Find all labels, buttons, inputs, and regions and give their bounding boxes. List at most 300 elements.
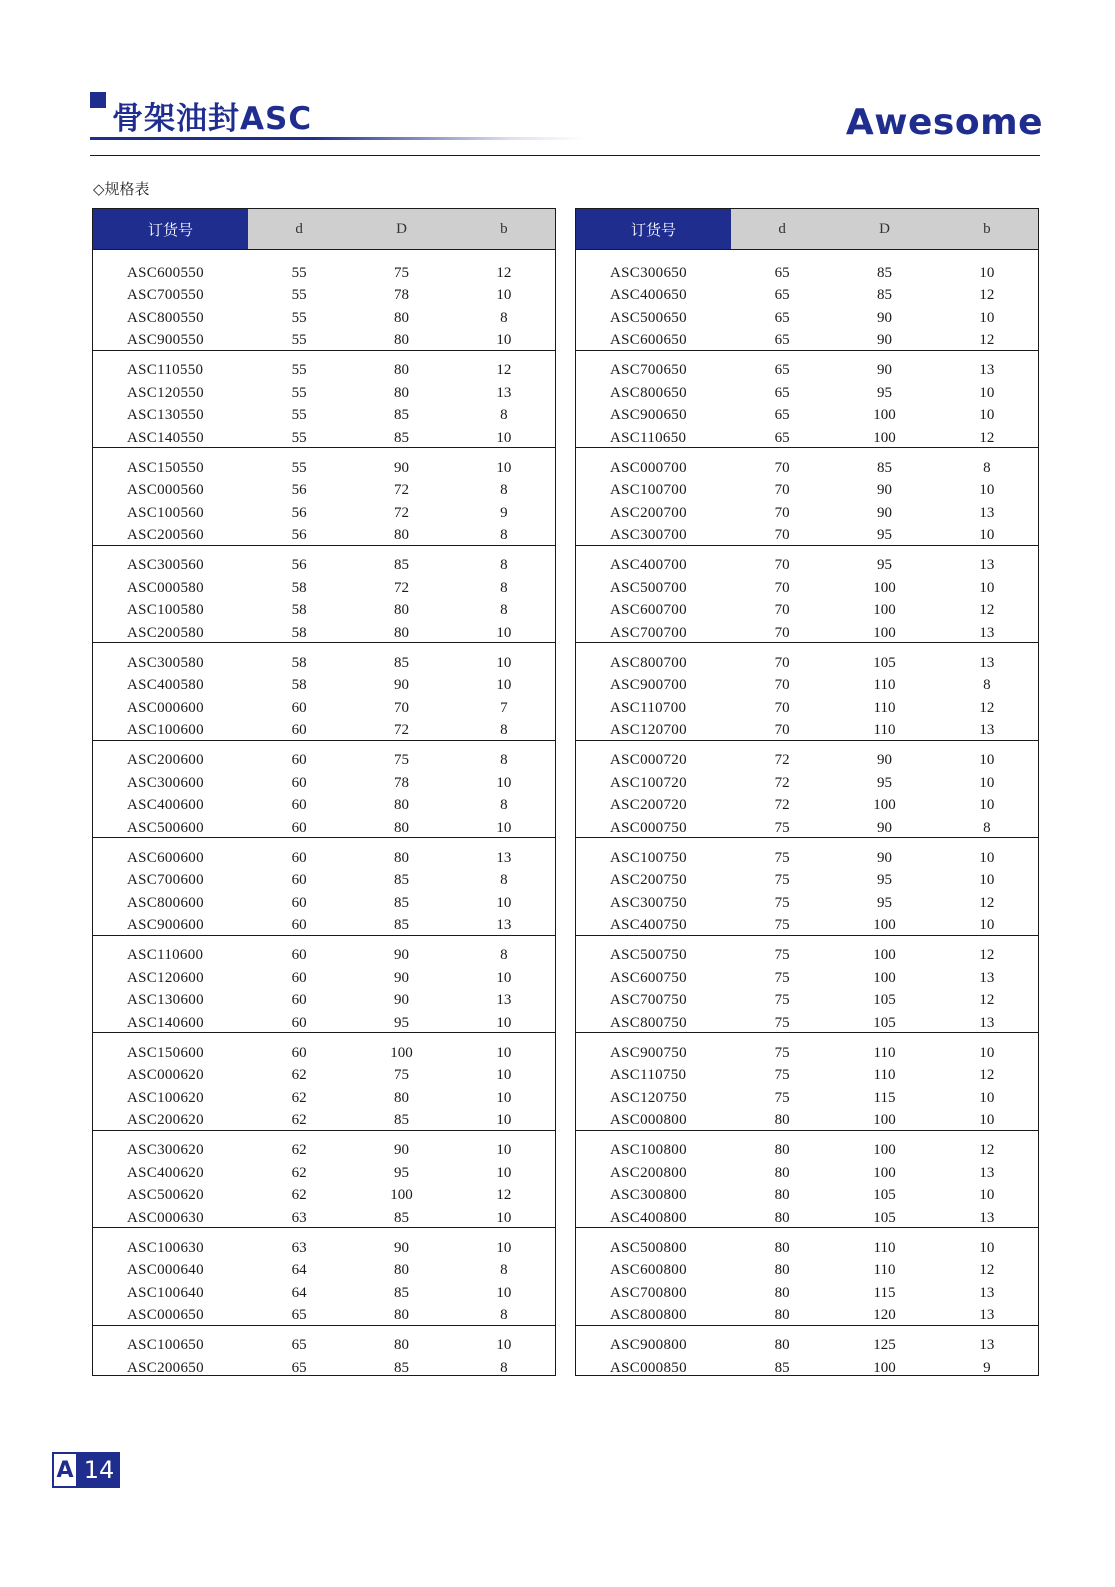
cell-b: 8 xyxy=(500,1262,508,1279)
cell-b: 8 xyxy=(983,459,991,476)
cell-D: 105 xyxy=(873,654,896,671)
cell-b: 10 xyxy=(979,849,995,866)
table-row xyxy=(93,720,555,743)
cell-b: 10 xyxy=(496,1164,512,1181)
cell-b: 8 xyxy=(983,819,991,836)
cell-D: 110 xyxy=(873,677,896,694)
cell-D: 95 xyxy=(876,872,892,889)
cell-d: 65 xyxy=(774,264,790,281)
table-row xyxy=(576,307,1038,330)
cell-order-code: ASC800550 xyxy=(127,309,204,326)
cell-d: 60 xyxy=(291,992,307,1009)
cell-b: 10 xyxy=(496,774,512,791)
table-row xyxy=(576,675,1038,698)
table-row xyxy=(93,915,555,938)
cell-order-code: ASC120700 xyxy=(610,722,687,739)
table-row xyxy=(576,750,1038,773)
col-header-D: D xyxy=(833,209,935,249)
cell-D: 80 xyxy=(393,332,409,349)
cell-order-code: ASC100580 xyxy=(127,602,204,619)
row-group xyxy=(576,838,1038,936)
cell-d: 55 xyxy=(291,429,307,446)
cell-order-code: ASC900600 xyxy=(127,917,204,934)
cell-order-code: ASC800700 xyxy=(610,654,687,671)
cell-D: 90 xyxy=(393,992,409,1009)
cell-d: 58 xyxy=(291,624,307,641)
table-row xyxy=(576,772,1038,795)
cell-D: 85 xyxy=(393,1209,409,1226)
cell-d: 60 xyxy=(291,699,307,716)
cell-b: 13 xyxy=(979,969,995,986)
table-row xyxy=(93,945,555,968)
cell-b: 12 xyxy=(979,602,995,619)
cell-order-code: ASC400620 xyxy=(127,1164,204,1181)
cell-D: 120 xyxy=(873,1307,896,1324)
cell-D: 72 xyxy=(393,482,409,499)
cell-d: 75 xyxy=(774,947,790,964)
cell-D: 110 xyxy=(873,699,896,716)
cell-b: 10 xyxy=(979,1239,995,1256)
cell-b: 12 xyxy=(979,1262,995,1279)
cell-b: 7 xyxy=(500,699,508,716)
cell-order-code: ASC500600 xyxy=(127,819,204,836)
table-row xyxy=(93,1305,555,1328)
cell-D: 95 xyxy=(876,527,892,544)
cell-D: 90 xyxy=(393,459,409,476)
cell-b: 8 xyxy=(500,947,508,964)
cell-D: 100 xyxy=(873,797,896,814)
cell-d: 80 xyxy=(774,1142,790,1159)
cell-d: 62 xyxy=(291,1164,307,1181)
table-row xyxy=(576,577,1038,600)
cell-d: 62 xyxy=(291,1089,307,1106)
cell-d: 60 xyxy=(291,752,307,769)
cell-order-code: ASC400750 xyxy=(610,917,687,934)
cell-b: 10 xyxy=(979,872,995,889)
row-group xyxy=(93,838,555,936)
cell-d: 65 xyxy=(774,309,790,326)
cell-D: 85 xyxy=(876,264,892,281)
cell-b: 10 xyxy=(496,429,512,446)
cell-order-code: ASC130550 xyxy=(127,407,204,424)
cell-d: 70 xyxy=(774,654,790,671)
table-row xyxy=(576,1207,1038,1230)
cell-b: 10 xyxy=(979,527,995,544)
cell-order-code: ASC100630 xyxy=(127,1239,204,1256)
cell-d: 80 xyxy=(774,1164,790,1181)
cell-D: 100 xyxy=(390,1044,413,1061)
cell-b: 12 xyxy=(979,287,995,304)
row-group xyxy=(576,546,1038,644)
row-group xyxy=(93,1326,555,1375)
cell-order-code: ASC900700 xyxy=(610,677,687,694)
cell-order-code: ASC500650 xyxy=(610,309,687,326)
cell-d: 70 xyxy=(774,624,790,641)
row-group xyxy=(93,1131,555,1229)
cell-D: 115 xyxy=(873,1089,896,1106)
cell-b: 10 xyxy=(979,264,995,281)
cell-D: 85 xyxy=(393,407,409,424)
cell-order-code: ASC300650 xyxy=(610,264,687,281)
cell-d: 55 xyxy=(291,264,307,281)
cell-b: 8 xyxy=(500,527,508,544)
cell-b: 8 xyxy=(500,797,508,814)
cell-order-code: ASC200800 xyxy=(610,1164,687,1181)
table-row xyxy=(576,600,1038,623)
cell-order-code: ASC700650 xyxy=(610,362,687,379)
row-group xyxy=(93,1228,555,1326)
cell-D: 75 xyxy=(393,752,409,769)
cell-d: 65 xyxy=(291,1359,307,1376)
col-header-code: 订货号 xyxy=(93,209,248,249)
cell-b: 13 xyxy=(979,1014,995,1031)
cell-order-code: ASC900750 xyxy=(610,1044,687,1061)
cell-D: 115 xyxy=(873,1284,896,1301)
cell-d: 55 xyxy=(291,459,307,476)
cell-order-code: ASC000600 xyxy=(127,699,204,716)
table-body xyxy=(93,250,555,1375)
table-row xyxy=(576,360,1038,383)
cell-D: 78 xyxy=(393,774,409,791)
cell-b: 12 xyxy=(979,894,995,911)
cell-D: 75 xyxy=(393,264,409,281)
table-row xyxy=(93,427,555,450)
cell-D: 90 xyxy=(876,482,892,499)
page-number-badge xyxy=(52,1452,120,1488)
cell-order-code: ASC000650 xyxy=(127,1307,204,1324)
cell-d: 75 xyxy=(774,894,790,911)
table-row xyxy=(576,1162,1038,1185)
cell-D: 105 xyxy=(873,1014,896,1031)
cell-d: 58 xyxy=(291,579,307,596)
cell-order-code: ASC300750 xyxy=(610,894,687,911)
cell-b: 9 xyxy=(500,504,508,521)
table-row xyxy=(93,285,555,308)
cell-d: 64 xyxy=(291,1284,307,1301)
table-row xyxy=(576,945,1038,968)
cell-b: 10 xyxy=(496,1067,512,1084)
table-row xyxy=(93,892,555,915)
table-row xyxy=(93,577,555,600)
table-row xyxy=(576,1065,1038,1088)
cell-D: 90 xyxy=(393,677,409,694)
cell-d: 72 xyxy=(774,797,790,814)
cell-D: 85 xyxy=(876,287,892,304)
section-label: ◇规格表 xyxy=(93,180,150,198)
cell-b: 10 xyxy=(496,1044,512,1061)
cell-b: 8 xyxy=(500,1359,508,1376)
cell-d: 60 xyxy=(291,797,307,814)
cell-b: 12 xyxy=(496,362,512,379)
cell-b: 12 xyxy=(496,264,512,281)
cell-D: 80 xyxy=(393,819,409,836)
table-row xyxy=(93,675,555,698)
cell-b: 12 xyxy=(496,1187,512,1204)
table-header xyxy=(93,209,555,250)
cell-D: 90 xyxy=(876,819,892,836)
table-row xyxy=(576,795,1038,818)
cell-order-code: ASC100800 xyxy=(610,1142,687,1159)
cell-order-code: ASC140600 xyxy=(127,1014,204,1031)
cell-b: 10 xyxy=(496,287,512,304)
table-row xyxy=(576,525,1038,548)
cell-d: 60 xyxy=(291,917,307,934)
cell-D: 80 xyxy=(393,527,409,544)
cell-b: 13 xyxy=(496,384,512,401)
cell-order-code: ASC000750 xyxy=(610,819,687,836)
cell-d: 80 xyxy=(774,1209,790,1226)
cell-d: 65 xyxy=(291,1337,307,1354)
cell-d: 63 xyxy=(291,1209,307,1226)
spec-table-right xyxy=(575,208,1039,1376)
page-number: 14 xyxy=(78,1452,120,1488)
cell-D: 80 xyxy=(393,1262,409,1279)
cell-order-code: ASC100640 xyxy=(127,1284,204,1301)
cell-D: 80 xyxy=(393,849,409,866)
cell-d: 56 xyxy=(291,504,307,521)
row-group xyxy=(576,1326,1038,1375)
row-group xyxy=(576,351,1038,449)
table-row xyxy=(93,1260,555,1283)
cell-d: 55 xyxy=(291,362,307,379)
cell-order-code: ASC110550 xyxy=(127,362,204,379)
cell-D: 70 xyxy=(393,699,409,716)
cell-order-code: ASC600750 xyxy=(610,969,687,986)
cell-order-code: ASC100750 xyxy=(610,849,687,866)
cell-d: 60 xyxy=(291,969,307,986)
cell-D: 72 xyxy=(393,579,409,596)
col-header-d: d xyxy=(248,209,350,249)
cell-b: 10 xyxy=(496,624,512,641)
cell-D: 80 xyxy=(393,602,409,619)
cell-order-code: ASC000630 xyxy=(127,1209,204,1226)
table-header xyxy=(576,209,1038,250)
cell-d: 75 xyxy=(774,1089,790,1106)
row-group xyxy=(576,448,1038,546)
cell-d: 55 xyxy=(291,384,307,401)
cell-order-code: ASC200720 xyxy=(610,797,687,814)
cell-d: 60 xyxy=(291,1044,307,1061)
cell-order-code: ASC700550 xyxy=(127,287,204,304)
cell-D: 85 xyxy=(393,429,409,446)
cell-d: 63 xyxy=(291,1239,307,1256)
cell-d: 80 xyxy=(774,1112,790,1129)
cell-order-code: ASC800800 xyxy=(610,1307,687,1324)
cell-b: 8 xyxy=(500,482,508,499)
cell-d: 65 xyxy=(774,287,790,304)
table-row xyxy=(93,1282,555,1305)
cell-D: 85 xyxy=(876,459,892,476)
table-row xyxy=(93,360,555,383)
cell-b: 10 xyxy=(496,1014,512,1031)
cell-d: 65 xyxy=(774,362,790,379)
cell-b: 12 xyxy=(979,1142,995,1159)
cell-D: 80 xyxy=(393,362,409,379)
table-row xyxy=(93,405,555,428)
cell-d: 60 xyxy=(291,1014,307,1031)
cell-b: 10 xyxy=(979,752,995,769)
cell-b: 10 xyxy=(979,1187,995,1204)
table-row xyxy=(576,967,1038,990)
table-row xyxy=(576,1282,1038,1305)
table-row xyxy=(93,750,555,773)
cell-D: 90 xyxy=(876,504,892,521)
cell-b: 12 xyxy=(979,1067,995,1084)
table-row xyxy=(93,502,555,525)
cell-order-code: ASC200750 xyxy=(610,872,687,889)
cell-order-code: ASC110600 xyxy=(127,947,204,964)
cell-order-code: ASC600650 xyxy=(610,332,687,349)
cell-b: 10 xyxy=(496,1089,512,1106)
brand-logo: Awesome xyxy=(845,102,1043,143)
cell-order-code: ASC600600 xyxy=(127,849,204,866)
cell-order-code: ASC300580 xyxy=(127,654,204,671)
table-row xyxy=(93,382,555,405)
cell-d: 72 xyxy=(774,774,790,791)
row-group xyxy=(93,741,555,839)
cell-b: 10 xyxy=(496,459,512,476)
row-group xyxy=(576,741,1038,839)
table-row xyxy=(93,697,555,720)
cell-order-code: ASC130600 xyxy=(127,992,204,1009)
cell-b: 10 xyxy=(979,579,995,596)
cell-D: 95 xyxy=(876,557,892,574)
cell-b: 13 xyxy=(979,1337,995,1354)
cell-order-code: ASC000560 xyxy=(127,482,204,499)
cell-d: 60 xyxy=(291,722,307,739)
cell-D: 100 xyxy=(873,407,896,424)
page-section-letter: A xyxy=(52,1452,78,1488)
cell-D: 85 xyxy=(393,557,409,574)
cell-D: 90 xyxy=(876,752,892,769)
table-row xyxy=(576,1357,1038,1380)
table-row xyxy=(576,457,1038,480)
table-row xyxy=(93,652,555,675)
cell-b: 10 xyxy=(496,969,512,986)
row-group xyxy=(93,253,555,351)
cell-b: 10 xyxy=(496,677,512,694)
row-group xyxy=(93,1033,555,1131)
cell-order-code: ASC000700 xyxy=(610,459,687,476)
cell-order-code: ASC900550 xyxy=(127,332,204,349)
cell-d: 62 xyxy=(291,1112,307,1129)
cell-b: 13 xyxy=(496,992,512,1009)
cell-order-code: ASC400800 xyxy=(610,1209,687,1226)
cell-b: 8 xyxy=(500,872,508,889)
cell-order-code: ASC300800 xyxy=(610,1187,687,1204)
cell-D: 100 xyxy=(873,1359,896,1376)
cell-order-code: ASC300620 xyxy=(127,1142,204,1159)
table-row xyxy=(93,622,555,645)
cell-D: 80 xyxy=(393,309,409,326)
table-row xyxy=(93,1012,555,1035)
table-row xyxy=(576,1237,1038,1260)
row-group xyxy=(576,1131,1038,1229)
cell-d: 85 xyxy=(774,1359,790,1376)
cell-d: 56 xyxy=(291,557,307,574)
cell-D: 90 xyxy=(876,309,892,326)
cell-order-code: ASC800750 xyxy=(610,1014,687,1031)
cell-D: 80 xyxy=(393,797,409,814)
cell-d: 75 xyxy=(774,992,790,1009)
col-header-d: d xyxy=(731,209,833,249)
cell-D: 95 xyxy=(876,384,892,401)
cell-d: 55 xyxy=(291,287,307,304)
table-row xyxy=(576,330,1038,353)
cell-d: 55 xyxy=(291,332,307,349)
cell-d: 70 xyxy=(774,677,790,694)
cell-d: 60 xyxy=(291,894,307,911)
cell-d: 70 xyxy=(774,699,790,716)
table-row xyxy=(93,795,555,818)
title-marker xyxy=(90,92,106,108)
cell-D: 110 xyxy=(873,1262,896,1279)
cell-d: 80 xyxy=(774,1262,790,1279)
cell-order-code: ASC300560 xyxy=(127,557,204,574)
table-row xyxy=(576,405,1038,428)
cell-D: 100 xyxy=(873,1142,896,1159)
cell-D: 105 xyxy=(873,992,896,1009)
cell-b: 13 xyxy=(496,917,512,934)
cell-b: 12 xyxy=(979,992,995,1009)
cell-D: 105 xyxy=(873,1187,896,1204)
cell-D: 110 xyxy=(873,1239,896,1256)
cell-D: 85 xyxy=(393,654,409,671)
table-row xyxy=(93,1185,555,1208)
cell-d: 70 xyxy=(774,504,790,521)
table-row xyxy=(93,1237,555,1260)
cell-b: 10 xyxy=(496,1239,512,1256)
table-body xyxy=(576,250,1038,1375)
col-header-D: D xyxy=(350,209,452,249)
table-row xyxy=(93,967,555,990)
cell-d: 70 xyxy=(774,557,790,574)
row-group xyxy=(93,936,555,1034)
cell-d: 80 xyxy=(774,1284,790,1301)
table-row xyxy=(576,555,1038,578)
cell-b: 10 xyxy=(979,1089,995,1106)
table-row xyxy=(576,480,1038,503)
table-row xyxy=(93,1110,555,1133)
table-row xyxy=(576,870,1038,893)
cell-b: 13 xyxy=(979,722,995,739)
table-row xyxy=(576,262,1038,285)
cell-b: 10 xyxy=(496,332,512,349)
row-group xyxy=(576,1033,1038,1131)
table-row xyxy=(93,525,555,548)
cell-d: 70 xyxy=(774,527,790,544)
cell-D: 80 xyxy=(393,384,409,401)
cell-d: 75 xyxy=(774,849,790,866)
cell-d: 75 xyxy=(774,1044,790,1061)
cell-b: 13 xyxy=(979,362,995,379)
cell-d: 65 xyxy=(291,1307,307,1324)
cell-b: 12 xyxy=(979,947,995,964)
cell-order-code: ASC600550 xyxy=(127,264,204,281)
row-group xyxy=(576,643,1038,741)
cell-d: 75 xyxy=(774,872,790,889)
cell-order-code: ASC150550 xyxy=(127,459,204,476)
cell-order-code: ASC000640 xyxy=(127,1262,204,1279)
cell-D: 100 xyxy=(873,429,896,446)
cell-d: 80 xyxy=(774,1239,790,1256)
cell-D: 85 xyxy=(393,1112,409,1129)
cell-order-code: ASC110700 xyxy=(610,699,687,716)
cell-order-code: ASC120550 xyxy=(127,384,204,401)
cell-d: 65 xyxy=(774,407,790,424)
cell-order-code: ASC700700 xyxy=(610,624,687,641)
cell-order-code: ASC100620 xyxy=(127,1089,204,1106)
